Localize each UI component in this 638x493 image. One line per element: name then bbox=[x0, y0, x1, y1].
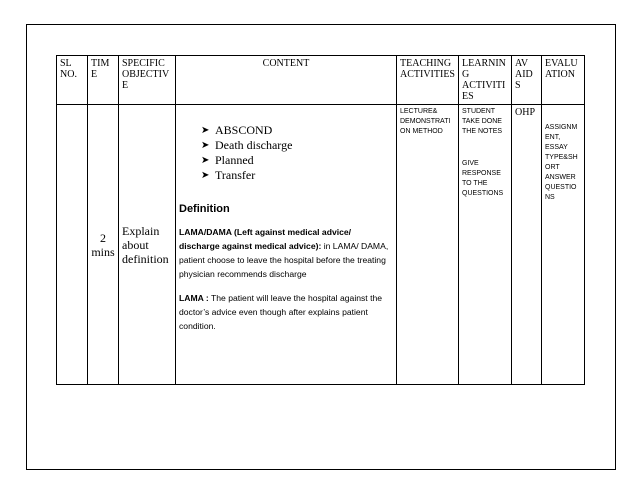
definition-title: Definition bbox=[179, 203, 230, 215]
list-item: ➤ Death discharge bbox=[201, 138, 293, 152]
discharge-types-list bbox=[179, 123, 393, 183]
lama-dama-term: LAMA/DAMA (Left against medical advice/ discharge against medical advice): bbox=[179, 227, 352, 251]
lama-paragraph bbox=[179, 291, 393, 333]
header-content: CONTENT bbox=[176, 56, 397, 105]
header-specific-objective: SPECIFIC OBJECTIVE bbox=[119, 56, 176, 105]
arrow-bullet-icon: ➤ bbox=[201, 155, 210, 166]
header-time: TIME bbox=[88, 56, 119, 105]
header-av-aids: AV AIDS bbox=[512, 56, 542, 105]
arrow-bullet-icon: ➤ bbox=[201, 140, 210, 151]
lama-dama-text: in LAMA/ DAMA, patient choose to leave the hospital before the treating physician recommends discharge bbox=[179, 241, 389, 279]
cell-sl-no bbox=[57, 105, 88, 385]
cell-av-aids: OHP bbox=[512, 105, 542, 385]
cell-time: 2 mins bbox=[88, 105, 119, 385]
header-evaluation: EVALUATION bbox=[542, 56, 585, 105]
list-item: ➤ Transfer bbox=[201, 168, 256, 182]
content-row bbox=[57, 105, 585, 385]
header-row bbox=[57, 56, 585, 105]
lama-term: LAMA : bbox=[179, 293, 209, 303]
arrow-bullet-icon: ➤ bbox=[201, 170, 210, 181]
learning-activity-response: GIVE RESPONSE TO THE QUESTIONS bbox=[462, 160, 504, 197]
lesson-plan-table bbox=[56, 55, 585, 385]
list-item: ➤ ABSCOND bbox=[201, 123, 273, 137]
lama-dama-paragraph bbox=[179, 225, 393, 281]
lama-text: The patient will leave the hospital against the doctor’s advice even though after explains patient condition. bbox=[179, 293, 383, 331]
arrow-bullet-icon: ➤ bbox=[201, 125, 210, 136]
cell-content bbox=[176, 105, 397, 385]
header-teaching-activities: TEACHING ACTIVITIES bbox=[397, 56, 459, 105]
learning-activity-notes: STUDENT TAKE DONE THE NOTES bbox=[462, 108, 503, 135]
evaluation-text: ASSIGNMENT, ESSAY TYPE&SHORT ANSWER QUESTIONS bbox=[545, 124, 578, 201]
cell-teaching-activities: LECTURE& DEMONSTRATION METHOD bbox=[397, 105, 459, 385]
header-learning-activities: LEARNING ACTIVITIES bbox=[459, 56, 512, 105]
cell-specific-objective: Explain about definition bbox=[119, 105, 176, 385]
header-sl-no: SL NO. bbox=[57, 56, 88, 105]
cell-learning-activities bbox=[459, 105, 512, 385]
cell-evaluation bbox=[542, 105, 585, 385]
list-item: ➤ Planned bbox=[201, 153, 254, 167]
